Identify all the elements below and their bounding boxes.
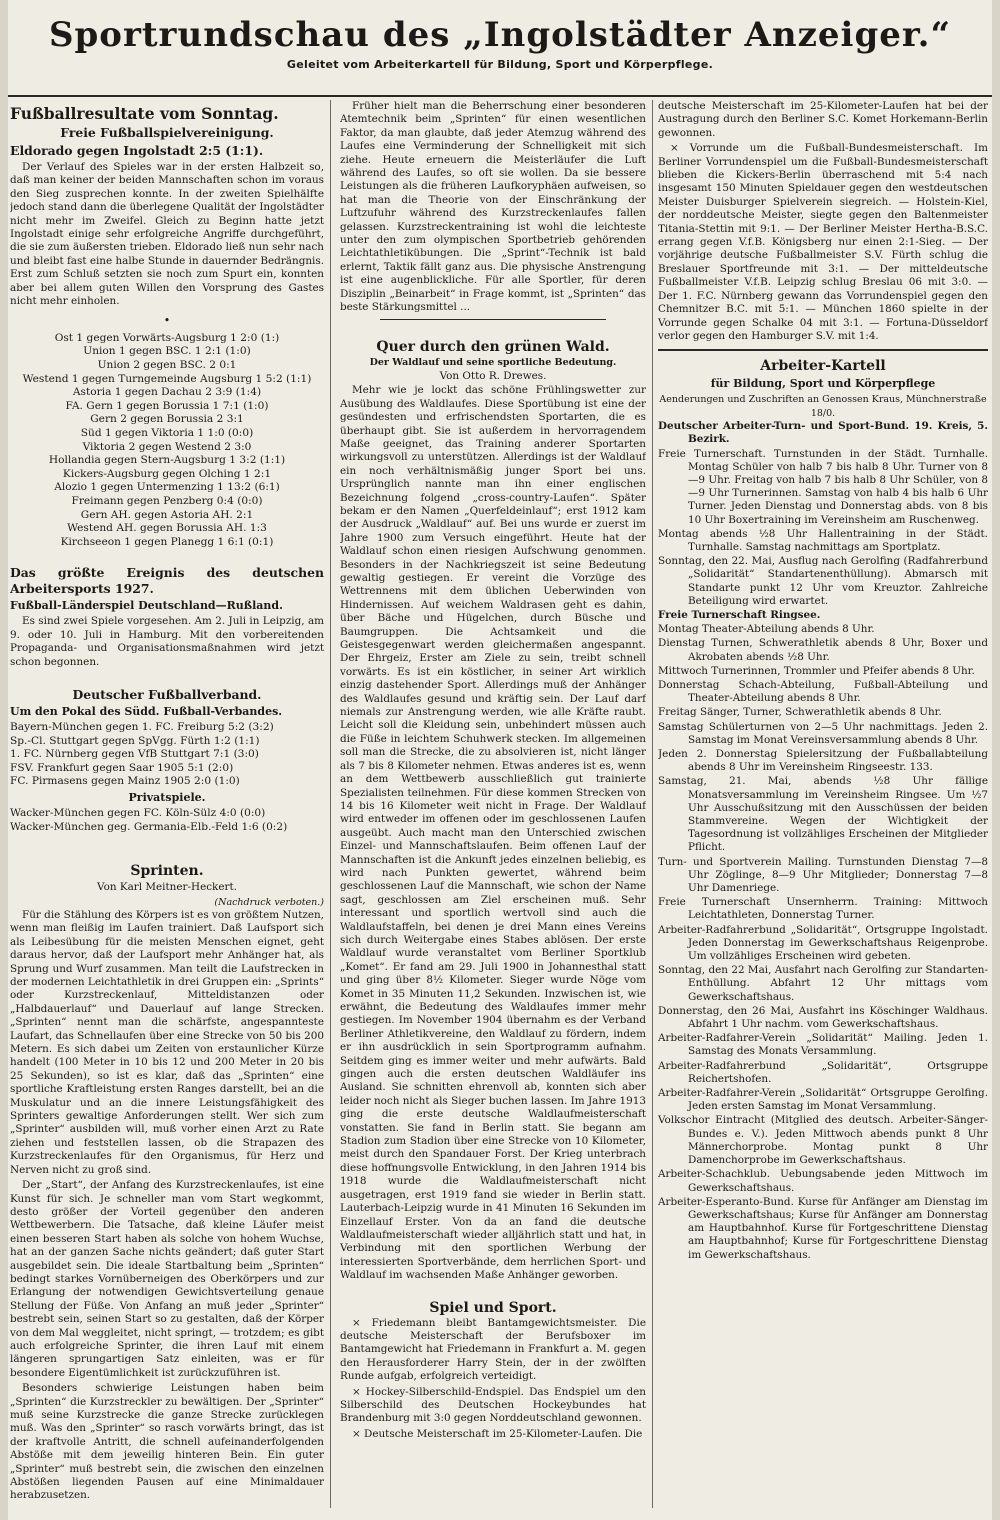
result-line: Gern AH. gegen Astoria AH. 2:1 <box>80 508 254 521</box>
listing: Arbeiter-Schachklub. Uebungsabende jeden Mittwoch im Gewerkschaftshaus. <box>658 1168 988 1194</box>
spiel-sport-heading: Spiel und Sport. <box>429 1299 557 1316</box>
sprinten-heading: Sprinten. <box>130 863 204 880</box>
sprinten-note: (Nachdruck verboten.) <box>214 896 324 908</box>
result-line: Westend AH. gegen Borussia AH. 1:3 <box>67 522 267 535</box>
pokal-result: Bayern-München gegen 1. FC. Freiburg 5:2 (3:2) <box>10 721 274 733</box>
result-line: Union 2 gegen BSC. 2 0:1 <box>97 359 237 372</box>
listing: Freie Turnerschaft Unsernherrn. Training: Mittwoch Leichtathleten, Donnerstag Turner. <box>658 896 988 922</box>
laenderspiel-text: Es sind zwei Spiele vorgesehen. Am 2. Juli in Leipzig, am 9. oder 10. Juli in Hamburg. Mit den vorbereitenden Propaganda- und Organisationsmaßnahmen wird jetzt schon begonnen. <box>10 615 324 668</box>
result-line: Westend 1 gegen Turngemeinde Augsburg 1 5:2 (1:1) <box>22 372 312 385</box>
subheading-ffv: Freie Fußballspielvereinigung. <box>60 125 274 140</box>
sprinten-paragraph: Besonders schwierige Leistungen haben beim „Sprinten“ die Kurzstreckler zu bewältigen. Der „Sprinter“ muß seine Kurzstrecke die ganze Strecke zurücklegen muß. Was den „Sprinter“ so rasch vorwärts bringt, das ist der kraftvolle Antritt, die schnell aufeinanderfolgenden Abstöße mit dem jeweilig hinteren Bein. Ein guter „Sprinter“ muß bestrebt sein, die zwischen den einzelnen Abstößen liegenden Pausen auf eine Minimaldauer herabzusetzen. <box>10 1382 324 1502</box>
event-heading: Das größte Ereignis des deutschen Arbeitersports 1927. <box>10 565 324 597</box>
page-subtitle: Geleitet vom Arbeiterkartell für Bildung, Sport und Körperpflege. <box>286 58 714 71</box>
listing: Freie Turnerschaft. Turnstunden in der Städt. Turnhalle. Montag Schüler von halb 7 bis halb 8 Uhr. Turner von 8—9 Uhr. Freitag von halb 7 bis halb 8 Uhr Schüler, von 8—9 Uhr Turnerinnen. Samstag von halb 4 bis halb 6 Uhr Turner. Jeden Dienstag und Donnerstag abds. von 8 bis 10 Uhr Boxertraining im Vereinsheim am Ruschenweg. <box>658 447 988 526</box>
match-heading: Eldorado gegen Ingolstadt 2:5 (1:1). <box>10 143 264 158</box>
result-line: Freimann gegen Penzberg 0:4 (0:0) <box>71 495 263 507</box>
result-line: Kickers-Augsburg gegen Olching 1 2:1 <box>62 467 272 480</box>
column-divider <box>652 100 653 1508</box>
meisterschaft-continuation: deutsche Meisterschaft im 25-Kilometer-Laufen hat bei der Austragung durch den Berliner S.C. Komet Horkemann-Berlin gewonnen. <box>658 100 988 139</box>
column-right <box>658 100 988 1508</box>
sprinten-continuation: Früher hielt man die Beherrschung einer besonderen Atemtechnik beim „Sprinten“ für einen wesentlichen Faktor, da man glaubte, daß jeder Atemzug während des Laufes eine Verminderung der Schnelligkeit mit sich ziehe. Heute erneuern die Meisterläufer die Luft während des Laufes, so oft sie wollen. Da sie bessere Leistungen als die früheren Laufkoryphäen aufweisen, so hat man die Theorie von der Einschränkung der Luftzufuhr während des Kurzstreckenlaufes fallen gelassen. Kurzstreckentraining ist wohl die leichteste unter den zum olympischen Sportbetrieb gehörenden Leichtathletikübungen. Die „Sprint“-Technik ist bald erlernt, Taktik fällt ganz aus. Die physische Anstrengung ist eine augenblickliche. Für alle Sportler, für deren Disziplin „Beinarbeit“ in Frage kommt, ist „Sprinten“ das beste Stärkungsmittel ... <box>340 100 646 314</box>
separator-bullet: • <box>163 314 171 328</box>
result-line: Süd 1 gegen Viktoria 1 1:0 (0:0) <box>80 427 254 440</box>
news-item: × Hockey-Silberschild-Endspiel. Das Endspiel um den Silberschild des Deutschen Hockeybundes hat Brandenburg mit 3:0 gegen Norddeutschland gewonnen. <box>340 1385 646 1425</box>
result-line: Gern 2 gegen Borussia 2 3:1 <box>90 413 244 426</box>
listing: Freitag Sänger, Turner, Schwerathletik abends 8 Uhr. <box>658 706 942 719</box>
result-line: Kirchseeon 1 gegen Planegg 1 6:1 (0:1) <box>60 535 274 548</box>
result-line: Union 1 gegen BSC. 1 2:1 (1:0) <box>83 345 251 358</box>
waldlauf-text: Mehr wie je lockt das schöne Frühlingswetter zur Ausübung des Waldlaufes. Diese Sportübung ist eine der gesündesten und erfrischendsten Sportarten, die es überhaupt gibt. Sie ist außerdem in hervorragendem Maße geeignet, das Training anderer Sportarten wirkungsvoll zu unterstützen. Allerdings ist der Waldlauf ein noch verhältnismäßig junger Sport bei uns. Ursprünglich nannte man ihn einer englischen Bezeichnung folgend „cross-country-Laufen“. Später bekam er den Namen „Querfeldeinlauf“; erst 1912 kam der Ausdruck „Waldlauf“ auf. Bei uns wurde er zuerst im Jahre 1900 zum Versuch eingeführt. Heute hat der Waldlauf schon einen riesigen Aufschwung genommen. Besonders in der Nachkriegszeit ist seine Bedeutung gewaltig gestiegen. Er vereint die Vorzüge des Wettrennens mit dem üblichen Ueberwinden von Hindernissen. Auf weichem Waldrasen geht es dahin, über Bäche und Hügelchen, durch Büsche und Baumgruppen. Die Achtsamkeit und die Geistesgegenwart werden gleichermaßen angespannt. Der Ehrgeiz, Erster am Ziele zu sein, treibt schnell vorwärts. Es ist ein köstlicher, in seiner Art wirklich einzig dastehender Sport. Allerdings muß der Anhänger des Waldlaufes gesund und kräftig sein. Der Lauf darf niemals zur Anstrengung werden, wie alle Kräfte raubt. Leicht soll die Kleidung sein, unbehindert müssen auch die Füße in leichtem Schuhwerk stecken. Im allgemeinen soll man die Strecke, die zu absolvieren ist, nicht länger als 7 bis 8 Kilometer nehmen. Etwas anderes ist es, wenn an dem Wettbewerb ausschließlich gut trainierte Spezialisten teilnehmen. Für diese kommen Strecken von 14 bis 16 Kilometer weit nicht in Frage. Der Waldlauf wird entweder im offenen oder im geschlossenen Laufen ausgeübt. Auch macht man den Unterschied zwischen Einzel- und Mannschaftslaufen. Beim offenen Lauf der Mannschaften ist die Ankunft jedes einzelnen beliebig, es wird nach Punkten gewertet, während beim geschlossenen Lauf die Mannschaft, wie schon der Name sagt, geschlossen am Ziel erscheinen muß. Sehr interessant und sportlich wertvoll sind auch die Waldlaufstaffeln, bei denen je drei Mann eines Vereins sich durch Weitergabe eines Stabes ablösen. Der erste Waldlauf wurde veranstaltet vom Berliner Sportklub „Komet“. Er fand am 29. Juli 1900 in Johannesthal statt und ging über 8½ Kilometer. Sieger wurde Nöge vom Komet in 35 Minuten 11,2 Sekunden. Inzwischen ist, wie erwähnt, die Bedeutung des Waldlaufes immer mehr gestiegen. Im November 1904 übernahm es der Verband Berliner Athletikvereine, den Waldlauf zu fördern, indem er ihn ausdrücklich in sein Sportprogramm aufnahm. Seitdem ging es immer weiter und mehr aufwärts. Bald gingen auch die ersten deutschen Waldläufer ins Ausland. Sie schnitten ehrenvoll ab, konnten sich aber leider noch nicht als Sieger buchen lassen. Im Jahre 1913 ging die erste deutsche Waldlaufmeisterschaft vonstatten. Sie fand in Berlin statt. Sie begann am Stadion zum Stadion über eine Strecke von 10 Kilometer, meist durch den Spandauer Forst. Der Krieg unterbrach diese hoffnungsvolle Entwicklung, in den Jahren 1914 bis 1918 wurde die Waldlaufmeisterschaft nicht ausgetragen, erst 1919 fand sie wieder in Berlin statt. Lauterbach-Leipzig wurde in 41 Minuten 16 Sekunden im Einzellauf Erster. Von da an fand die deutsche Waldlaufmeisterschaft wieder alljährlich statt und hat, in Verbindung mit den sportlichen Werbung der interessierten Sportverbände, dem herrlichen Sport- und Waldlauf im wachsenden Maße Anhänger geworben. <box>340 384 646 1282</box>
masthead-rule <box>8 95 992 97</box>
waldlauf-subheading: Der Waldlauf und seine sportliche Bedeutung. <box>369 356 617 368</box>
listing: Mittwoch Turnerinnen, Trommler und Pfeifer abends 8 Uhr. <box>658 664 975 677</box>
result-line: Ost 1 gegen Vorwärts-Augsburg 1 2:0 (1:) <box>54 331 280 344</box>
newspaper-page <box>8 0 992 1520</box>
listing: Montag abends ½8 Uhr Hallentraining in der Städt. Turnhalle. Samstag nachmittags am Sportplatz. <box>658 527 988 553</box>
kartell-heading: Arbeiter-Kartell <box>760 358 886 375</box>
listing: Jeden 2. Donnerstag Spielersitzung der Fußballabteilung abends 8 Uhr im Vereinsheim Ringseestr. 133. <box>658 748 988 774</box>
listing: Sonntag, den 22 Mai, Ausfahrt nach Gerolfing zur Standarten-Enthüllung. Abfahrt 12 Uhr mittags vom Gewerkschaftshaus. <box>658 964 988 1003</box>
kartell-listings <box>658 420 988 1262</box>
news-item: × Friedemann bleibt Bantamgewichtsmeister. Die deutsche Meisterschaft der Berufsboxer im Bantamgewicht hat Friedemann in Frankfurt a. M. gegen den Herausforderer Harry Stein, der in der zwölften Runde aufgab, erfolgreich verteidigt. <box>340 1316 646 1383</box>
sprinten-paragraph: Der „Start“, der Anfang des Kurzstreckenlaufes, ist eine Kunst für sich. Je schneller man vom Start wegkommt, desto größer der Vorteil gegenüber den anderen Wettbewerbern. Die Tatsache, daß kleine Läufer meist einen besseren Start haben als solche von hohem Wuchse, hat an der ganzen Sache nichts geändert; daß guter Start ausgebildet sein. Die ideale Startbaltung beim „Sprinten“ bedingt starkes Vornüberneigen des Oberkörpers und zur Erlangung der notwendigen Gewichtsverteilung genaue Stellung der Füße. Von Anfang an muß jeder „Sprinter“ bestrebt sein, seinen Start so zu gestalten, daß der Körper von dem Mal weggleitet, nicht springt, — trotzdem; es gibt auch erfolgreiche Sprinter, die ihren Lauf mit einem längeren sprungartigen Satz einleiten, was er für besondere Eigentümlichkeit ist zurückzuführen ist. <box>10 1179 324 1379</box>
listing: Arbeiter-Esperanto-Bund. Kurse für Anfänger am Dienstag im Gewerkschaftshaus; Kurse für Anfänger am Donnerstag am Hauptbahnhof. Kurse für Fortgeschrittene Dienstag am Hauptbahnhof; Kurse für Fortgeschrittene Dienstag im Gewerkschaftshaus. <box>658 1195 988 1261</box>
waldlauf-author: Von Otto R. Drewes. <box>439 369 547 382</box>
results-list <box>10 332 324 550</box>
result-line: Astoria 1 gegen Dachau 2 3:9 (1:4) <box>72 386 262 399</box>
waldlauf-heading: Quer durch den grünen Wald. <box>376 338 610 355</box>
listing: Samstag, 21. Mai, abends ½8 Uhr fällige Monatsversammlung im Vereinsheim Ringsee. Um ½7 Uhr Ausschußsitzung mit den Ausschüssen der beiden Stammvereine. Wegen der Wichtigkeit der Tagesordnung ist vollzähliges Erscheinen der Mitglieder Pflicht. <box>658 775 988 854</box>
pokal-result: 1. FC. Nürnberg gegen VfB Stuttgart 7:1 (3:0) <box>10 748 259 761</box>
kartell-note: Aenderungen und Zuschriften an Genossen Kraus, Münchnerstraße 18/0. <box>659 394 987 419</box>
column-divider <box>330 100 331 1508</box>
listing: Freie Turnerschaft Ringsee. <box>658 608 821 621</box>
dfv-heading: Deutscher Fußballverband. <box>72 687 262 702</box>
privat-result: Wacker-München gegen FC. Köln-Sülz 4:0 (0:0) <box>10 806 266 819</box>
page-title: Sportrundschau des „Ingolstädter Anzeiger.“ <box>48 15 952 55</box>
vorrunde-text: × Vorrunde um die Fußball-Bundesmeisterschaft. Im Berliner Vorrundenspiel um die Fußball-Bundesmeisterschaft blieben die Kickers-Berlin überraschend mit 5:4 nach insgesamt 150 Minuten Spieldauer gegen den westdeutschen Meister Duisburger Spielverein siegreich. — Holstein-Kiel, der norddeutsche Meister, siegte gegen den Baltenmeister Titania-Stettin mit 9:1. — Der Berliner Meister Hertha-B.S.C. errang gegen V.f.B. Königsberg nur einen 2:1-Sieg. — Der vorjährige deutsche Fußballmeister S.V. Fürth schlug die Breslauer Sportfreunde mit 3:1. — Der mitteldeutsche Fußballmeister V.f.B. Leipzig schlug Breslau 06 mit 3:0. — Der 1. F.C. Nürnberg gewann das Vorrundenspiel gegen den Chemnitzer B.C. mit 5:1. — München 1860 spielte in der Vorrunde gegen Schalke 04 mit 3:1. — Fortuna-Düsseldorf verlor gegen den Hamburger S.V. mit 1:4. <box>658 142 988 342</box>
listing: Donnerstag Schach-Abteilung, Fußball-Abteilung und Theater-Abteilung abends 8 Uhr. <box>658 678 988 705</box>
divider <box>658 349 988 351</box>
listing: Arbeiter-Radfahrer-Verein „Solidarität“ Ortsgruppe Gerolfing. Jeden ersten Samstag im Monat Versammlung. <box>658 1087 988 1113</box>
listing: Montag Theater-Abteilung abends 8 Uhr. <box>658 623 875 636</box>
news-item: × Deutsche Meisterschaft im 25-Kilometer-Laufen. Die <box>352 1427 643 1440</box>
pokal-result: Sp.-Cl. Stuttgart gegen SpVgg. Fürth 1:2 (1:1) <box>10 734 260 747</box>
sprinten-author: Von Karl Meitner-Heckert. <box>97 881 237 894</box>
listing: Deutscher Arbeiter-Turn- und Sport-Bund. 19. Kreis, 5. Bezirk. <box>658 420 988 446</box>
privatspiele-heading: Privatspiele. <box>128 790 206 804</box>
listing: Turn- und Sportverein Mailing. Turnstunden Dienstag 7—8 Uhr Zöglinge, 8—9 Uhr Mitglieder; Donnerstag 7—8 Uhr Damenriege. <box>658 855 988 895</box>
listing: Sonntag, den 22. Mai, Ausflug nach Gerolfing (Radfahrerbund „Solidarität“ Standartenenthüllung). Abmarsch mit Standarte punkt 12 Uhr vom Kreuztor. Zahlreiche Beteiligung wird erwartet. <box>658 555 988 607</box>
column-middle <box>340 100 646 1508</box>
listing: Dienstag Turnen, Schwerathletik abends 8 Uhr, Boxer und Akrobaten abends ½8 Uhr. <box>658 637 988 663</box>
section-heading-results: Fußballresultate vom Sonntag. <box>10 104 279 123</box>
pokal-result: FC. Pirmasens gegen Mainz 1905 2:0 (1:0) <box>10 775 240 788</box>
privat-result: Wacker-München geg. Germania-Elb.-Feld 1:6 (0:2) <box>10 820 288 833</box>
listing: Arbeiter-Radfahrerbund „Solidarität“, Ortsgruppe Ingolstadt. Jeden Donnerstag im Gewerkschaftshaus Reigenprobe. Um vollzähliges Erscheinen wird gebeten. <box>658 923 988 963</box>
result-line: FA. Gern 1 gegen Borussia 1 7:1 (1:0) <box>65 399 269 412</box>
pokal-heading: Um den Pokal des Südd. Fußball-Verbandes. <box>10 705 283 718</box>
result-line: Alozio 1 gegen Untermenzing 1 13:2 (6:1) <box>54 481 280 494</box>
listing: Samstag Schülerturnen von 2—5 Uhr nachmittags. Jeden 2. Samstag im Monat Vereinsversammlung abends 8 Uhr. <box>658 720 988 746</box>
listing: Donnerstag, den 26 Mai, Ausfahrt ins Köschinger Waldhaus. Abfahrt 1 Uhr nachm. vom Gewerkschaftshaus. <box>658 1004 988 1031</box>
laenderspiel-heading: Fußball-Länderspiel Deutschland—Rußland. <box>10 599 283 613</box>
result-line: Viktoria 2 gegen Westend 2 3:0 <box>82 440 252 453</box>
listing: Arbeiter-Radfahrerbund „Solidarität“, Ortsgruppe Reichertshofen. <box>658 1059 988 1085</box>
divider <box>380 319 606 320</box>
kartell-subheading: für Bildung, Sport und Körperpflege <box>710 377 936 391</box>
column-left <box>10 100 324 1508</box>
masthead <box>8 0 992 71</box>
match-report: Der Verlauf des Spieles war in der ersten Halbzeit so, daß man keiner der beiden Mannschaften schon im voraus den Sieg zusprechen konnte. In der zweiten Spielhälfte jedoch stand dann die überlegene Qualität der Ingolstädter nicht mehr im Zweifel. Gleich zu Beginn hatte jetzt Ingolstadt einige sehr erfolgreiche Angriffe durchgeführt, die sie zum äußersten trieben. Eldorado ließ nun sehr nach und bleibt fast eine halbe Stunde in dauernder Bedrängnis. Erst zum Schluß setzten sie noch zum Spurt ein, konnten aber bei allem guten Willen den Vorsprung des Gastes nicht mehr einholen. <box>10 161 324 308</box>
listing: Arbeiter-Radfahrer-Verein „Solidarität“ Mailing. Jeden 1. Samstag des Monats Versammlung. <box>658 1032 988 1058</box>
sprinten-paragraph: Für die Stählung des Körpers ist es von größtem Nutzen, wenn man fleißig im Laufen trainiert. Daß Laufsport sich als Leibesübung für die meisten Menschen eignet, geht daraus hervor, daß der Laufsport mehr Anhänger hat, als Sprung und Wurf zusammen. Man teilt die Laufstrecken in der modernen Leichtathletik in drei Gruppen ein: „Sprints“ oder Kurzstreckenlauf, Mitteldistanzen oder „Halbdauerlauf“ und Dauerlauf auf lange Strecken. „Sprinten“ nennt man die schärfste, angespannteste Laufart, das Schnellaufen über eine Strecke von 50 bis 200 Metern. Es sich dabei um Zeiten von erstaunlicher Kürze handelt (100 Meter in 10 bis 12 und 200 Meter in 20 bis 25 Sekunden), so ist es klar, daß das „Sprinten“ eine sportliche Kraftleistung ersten Ranges darstellt, bei an die Muskulatur und an die innere Leistungsfähigkeit des Sprinters gewaltige Anforderungen stellt. Wer sich zum „Sprinter“ ausbilden will, muß vorher einen Arzt zu Rate ziehen und feststellen lassen, ob die Strapazen des Kurzstreckenlaufes für den Organismus, für Herz und Nerven nicht zu groß sind. <box>10 908 324 1176</box>
pokal-result: FSV. Frankfurt gegen Saar 1905 5:1 (2:0) <box>10 761 234 774</box>
listing: Volkschor Eintracht (Mitglied des deutsch. Arbeiter-Sänger-Bundes e. V.). Jeden Mittwoch abends punkt 8 Uhr Männerchorprobe. Montag punkt 8 Uhr Damenchorprobe im Gewerkschaftshaus. <box>658 1114 988 1167</box>
result-line: Hollandia gegen Stern-Augsburg 1 3:2 (1:1) <box>48 454 286 467</box>
